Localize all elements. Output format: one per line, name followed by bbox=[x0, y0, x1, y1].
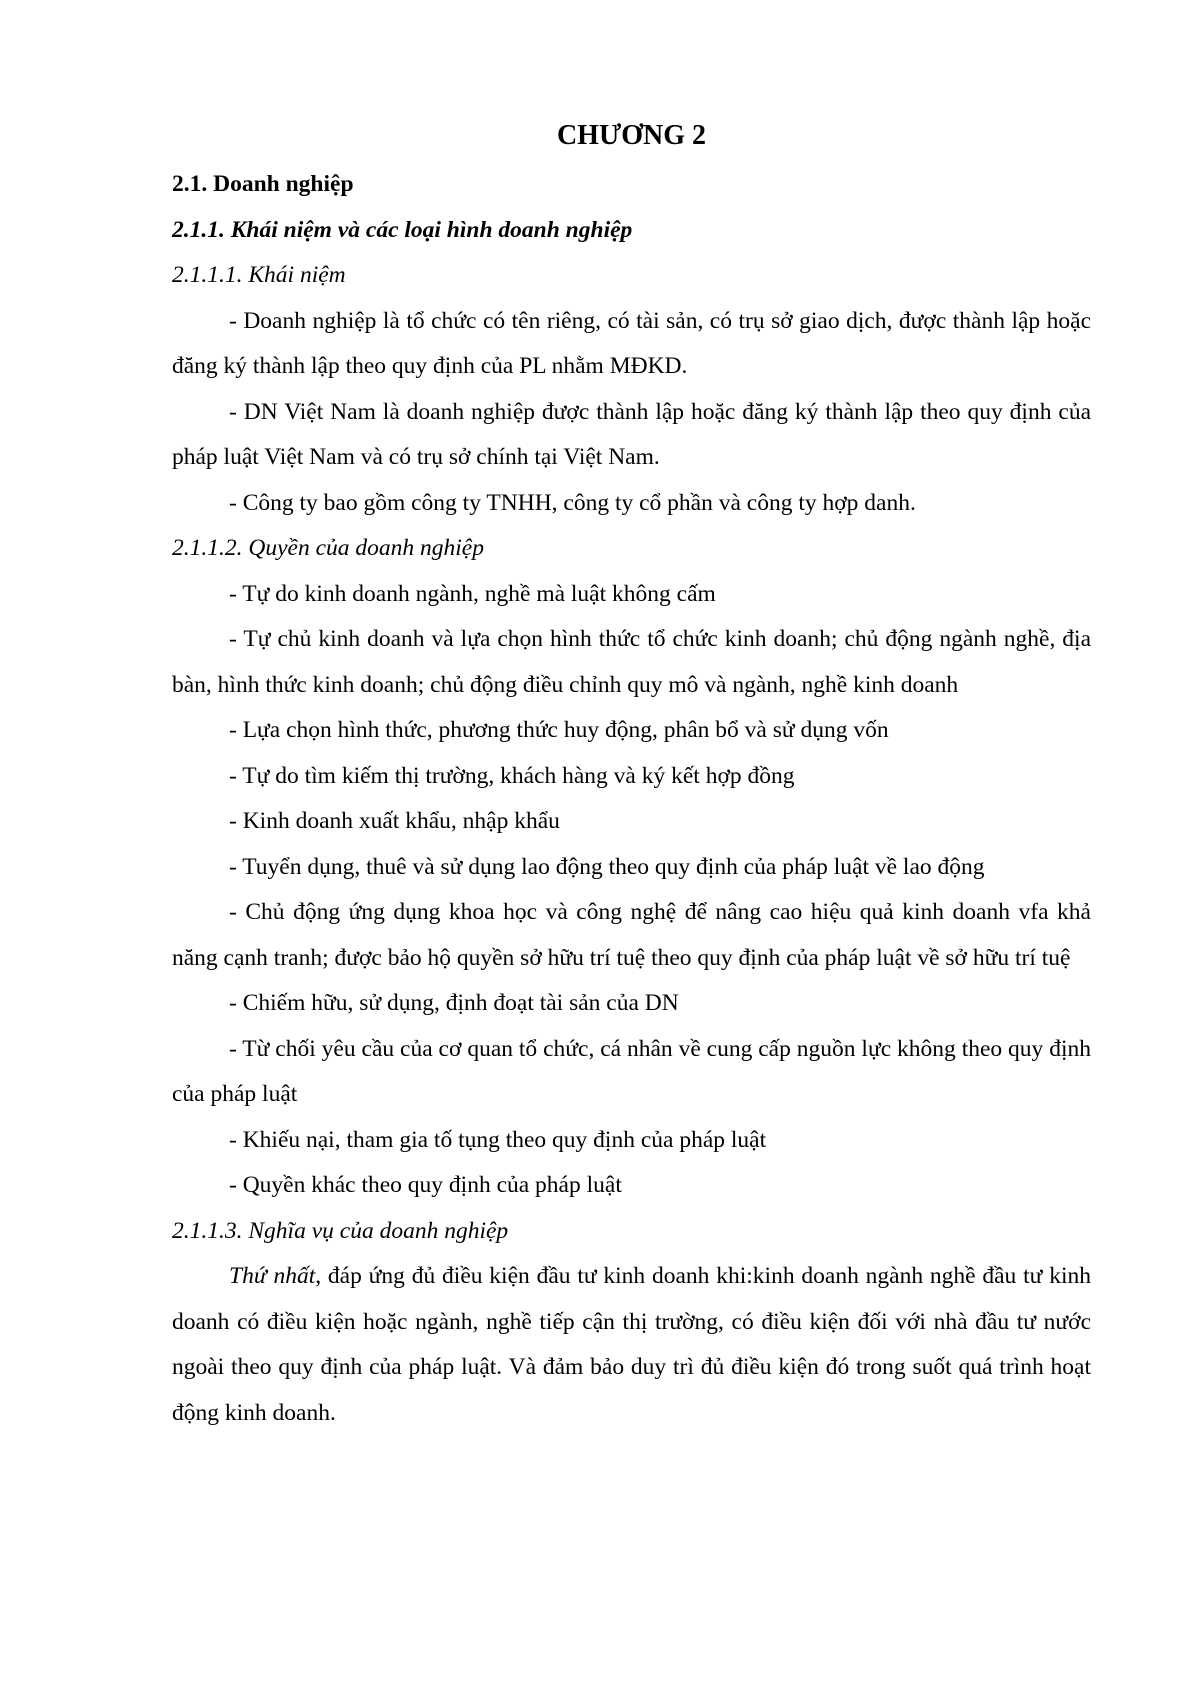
rights-paragraph: - Tự do tìm kiếm thị trường, khách hàng và ký kết hợp đồng bbox=[229, 762, 795, 789]
heading-2-1-1-3: 2.1.1.3. Nghĩa vụ của doanh nghiệp bbox=[172, 1217, 509, 1244]
heading-2-1-1-2: 2.1.1.2. Quyền của doanh nghiệp bbox=[172, 535, 484, 561]
concept-paragraph: - DN Việt Nam là doanh nghiệp được thành lập hoặc đăng ký thành lập theo quy định của pháp luật Việt Nam và có trụ sở chính tại Việt Nam. bbox=[172, 398, 1091, 470]
rights-paragraph: - Tự do kinh doanh ngành, nghề mà luật không cấm bbox=[229, 580, 716, 607]
concept-paragraph: - Doanh nghiệp là tổ chức có tên riêng, có tài sản, có trụ sở giao dịch, được thành lập hoặc đăng ký thành lập theo quy định của PL nhằm MĐKD. bbox=[172, 307, 1091, 379]
rights-paragraph: - Chủ động ứng dụng khoa học và công nghệ để nâng cao hiệu quả kinh doanh vfa khả năng cạnh tranh; được bảo hộ quyền sở hữu trí tuệ theo quy định của pháp luật về sở hữu trí tuệ bbox=[172, 899, 1091, 971]
rights-paragraph: - Từ chối yêu cầu của cơ quan tổ chức, cá nhân về cung cấp nguồn lực không theo quy định của pháp luật bbox=[172, 1035, 1091, 1107]
heading-2-1-1: 2.1.1. Khái niệm và các loại hình doanh nghiệp bbox=[172, 216, 633, 243]
obligation-paragraph bbox=[172, 1254, 1091, 1436]
heading-2-1-1-1: 2.1.1.1. Khái niệm bbox=[172, 262, 346, 288]
obligation-text: , đáp ứng đủ điều kiện đầu tư kinh doanh khi:kinh doanh ngành nghề đầu tư kinh doanh có điều kiện hoặc ngành, nghề tiếp cận thị trường, có điều kiện đối với nhà đầu tư nước ngoài theo quy định của pháp luật. Và đảm bảo duy trì đủ điều kiện đó trong suốt quá trình hoạt động kinh doanh. bbox=[172, 1263, 1091, 1426]
rights-paragraph: - Quyền khác theo quy định của pháp luật bbox=[229, 1172, 622, 1198]
rights-paragraph: - Lựa chọn hình thức, phương thức huy động, phân bổ và sử dụng vốn bbox=[229, 717, 889, 743]
chapter-title: CHƯƠNG 2 bbox=[556, 120, 707, 151]
rights-paragraph: - Tuyển dụng, thuê và sử dụng lao động theo quy định của pháp luật về lao động bbox=[229, 853, 985, 880]
concept-paragraph: - Công ty bao gồm công ty TNHH, công ty cổ phần và công ty hợp danh. bbox=[229, 489, 916, 516]
rights-paragraph: - Chiếm hữu, sử dụng, định đoạt tài sản của DN bbox=[229, 990, 679, 1016]
document-body bbox=[172, 112, 1091, 1436]
heading-2-1: 2.1. Doanh nghiệp bbox=[172, 171, 354, 197]
rights-paragraph: - Tự chủ kinh doanh và lựa chọn hình thức tổ chức kinh doanh; chủ động ngành nghề, địa bàn, hình thức kinh doanh; chủ động điều chỉnh quy mô và ngành, nghề kinh doanh bbox=[172, 626, 1091, 698]
rights-paragraph: - Khiếu nại, tham gia tố tụng theo quy định của pháp luật bbox=[229, 1126, 767, 1153]
rights-paragraph: - Kinh doanh xuất khẩu, nhập khẩu bbox=[229, 808, 560, 834]
obligation-lead: Thứ nhất bbox=[229, 1263, 316, 1289]
